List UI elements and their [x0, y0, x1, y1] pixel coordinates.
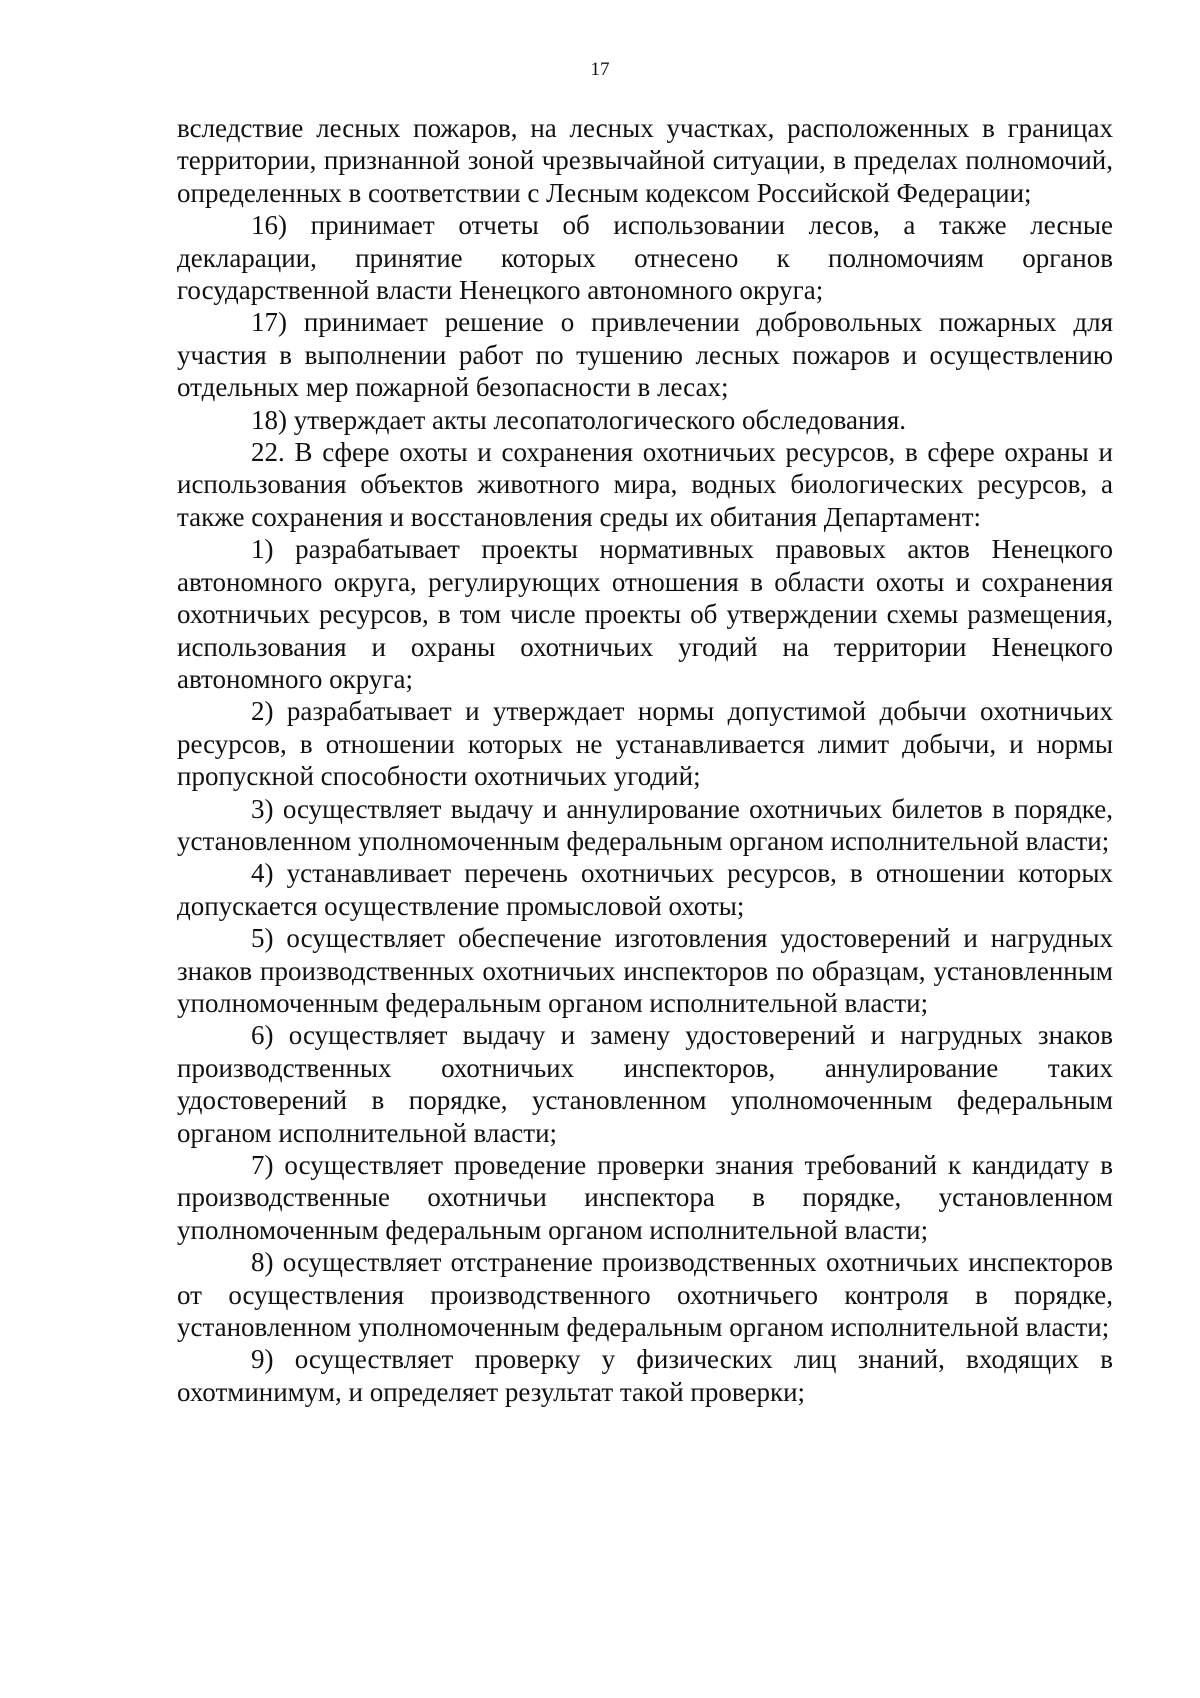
paragraph-item-4: 4) устанавливает перечень охотничьих ресурсов, в отношении которых допускается осуществление промысловой охоты;: [177, 858, 1113, 921]
paragraph-item-18: 18) утверждает акты лесопатологического обследования.: [251, 404, 907, 435]
paragraph-item-2: 2) разрабатывает и утверждает нормы допустимой добычи охотничьих ресурсов, в отношении которых не устанавливается лимит добычи, и нормы пропускной способности охотничьих угодий;: [177, 696, 1113, 792]
paragraph-item-8: 8) осуществляет отстранение производственных охотничьих инспекторов от осуществления производственного охотничьего контроля в порядке, установленном уполномоченным федеральным органом исполнительной власти;: [177, 1247, 1113, 1343]
paragraph-item-5: 5) осуществляет обеспечение изготовления удостоверений и нагрудных знаков производственных охотничьих инспекторов по образцам, установленным уполномоченным федеральным органом исполнительной власти;: [177, 923, 1113, 1018]
paragraph-item-3: 3) осуществляет выдачу и аннулирование охотничьих билетов в порядке, установленном уполномоченным федеральным органом исполнительной власти;: [177, 793, 1113, 856]
paragraph-item-1: 1) разрабатывает проекты нормативных правовых актов Ненецкого автономного округа, регулирующих отношения в области охоты и сохранения охотничьих ресурсов, в том числе проекты об утверждении схемы размещения, использования и охраны охотничьих угодий на территории Ненецкого автономного округа;: [177, 534, 1113, 694]
page-number: 17: [590, 59, 610, 80]
paragraph-item-6: 6) осуществляет выдачу и замену удостоверений и нагрудных знаков производственных охотничьих инспекторов, аннулирование таких удостоверений в порядке, установленном уполномоченным федеральным органом исполнительной власти;: [177, 1020, 1113, 1148]
paragraph-continuation: вследствие лесных пожаров, на лесных участках, расположенных в границах территории, признанной зоной чрезвычайной ситуации, в пределах полномочий, определенных в соответствии с Лесным кодексом Российской Федерации;: [177, 113, 1113, 208]
paragraph-item-16: 16) принимает отчеты об использовании лесов, а также лесные декларации, принятие которых отнесено к полномочиям органов государственной власти Ненецкого автономного округа;: [177, 210, 1113, 306]
document-body: [177, 112, 1113, 1408]
paragraph-item-7: 7) осуществляет проведение проверки знания требований к кандидату в производственные охотничьи инспектора в порядке, установленном уполномоченным федеральным органом исполнительной власти;: [177, 1150, 1113, 1245]
paragraph-item-9: 9) осуществляет проверку у физических лиц знаний, входящих в охотминимум, и определяет результат такой проверки;: [177, 1344, 1113, 1407]
paragraph-section-22: 22. В сфере охоты и сохранения охотничьих ресурсов, в сфере охраны и использования объектов животного мира, водных биологических ресурсов, а также сохранения и восстановления среды их обитания Департамент:: [177, 437, 1113, 532]
paragraph-item-17: 17) принимает решение о привлечении добровольных пожарных для участия в выполнении работ по тушению лесных пожаров и осуществлению отдельных мер пожарной безопасности в лесах;: [177, 307, 1113, 403]
